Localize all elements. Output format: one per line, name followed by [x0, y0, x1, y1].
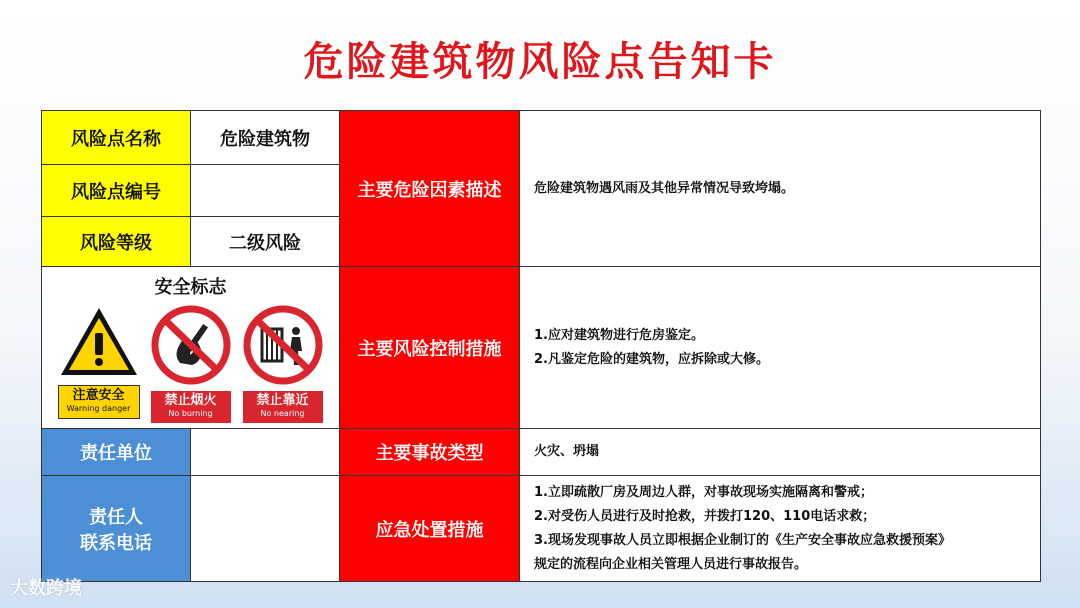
- emergency-item: 3.现场发现事故人员立即根据企业制订的《生产安全事故应急救援预案》: [534, 532, 951, 548]
- person-label: [42, 476, 191, 582]
- emergency-item: 规定的流程向企业相关管理人员进行事故报告。: [534, 556, 808, 572]
- control-item: 1.应对建筑物进行危房鉴定。: [534, 327, 704, 343]
- risk-card-table: [41, 110, 1041, 582]
- control-label: 主要风险控制措施: [340, 267, 520, 429]
- hazard-text-line: 危险建筑物遇风雨及其他异常情况导致垮塌。: [534, 180, 795, 196]
- sign-no-nearing-label: [243, 391, 323, 423]
- emergency-text: [520, 476, 1041, 582]
- emergency-label: 应急处置措施: [340, 476, 520, 582]
- accident-text-line: 火灾、坍塌: [534, 444, 600, 459]
- sign-no-burning-label: [151, 391, 231, 423]
- risk-level-label: 风险等级: [42, 217, 191, 267]
- no-nearing-icon: [242, 305, 324, 385]
- control-text: [520, 267, 1041, 429]
- safety-signs-cell: [42, 267, 340, 429]
- sign-no-nearing: [242, 305, 324, 423]
- sign-no-burning-en: No burning: [168, 409, 213, 418]
- person-label-line1: 责任人: [89, 506, 143, 528]
- sign-no-burning-cn: 禁止烟火: [164, 393, 217, 408]
- person-value: [191, 476, 340, 582]
- control-item: 2.凡鉴定危险的建筑物，应拆除或大修。: [534, 351, 769, 367]
- sign-warning: [58, 305, 140, 423]
- risk-name-value: 危险建筑物: [191, 111, 340, 165]
- accident-label: 主要事故类型: [340, 429, 520, 476]
- hazard-text: [520, 111, 1041, 267]
- risk-name-label: 风险点名称: [42, 111, 191, 165]
- accident-text: [520, 429, 1041, 476]
- sign-no-burning: [150, 305, 232, 423]
- emergency-item: 1.立即疏散厂房及周边人群，对事故现场实施隔离和警戒；: [534, 484, 873, 500]
- risk-level-value: 二级风险: [191, 217, 340, 267]
- emergency-item: 2.对受伤人员进行及时抢救，并拨打120、110电话求救；: [534, 508, 876, 524]
- risk-code-value: [191, 165, 340, 217]
- warning-triangle-icon: [58, 305, 140, 379]
- unit-label: 责任单位: [42, 429, 191, 476]
- signs-row: [42, 305, 339, 423]
- page-title: 危险建筑物风险点告知卡: [303, 39, 777, 85]
- no-burning-icon: [150, 305, 232, 385]
- sign-no-nearing-en: No nearing: [260, 409, 305, 418]
- watermark: 大数跨境: [10, 578, 82, 599]
- sign-warning-label: [58, 385, 140, 419]
- hazard-label: 主要危险因素描述: [340, 111, 520, 267]
- sign-warning-cn: 注意安全: [72, 388, 125, 403]
- sign-warning-en: Warning danger: [66, 404, 131, 413]
- risk-code-label: 风险点编号: [42, 165, 191, 217]
- signs-title: 安全标志: [154, 277, 227, 298]
- unit-value: [191, 429, 340, 476]
- person-label-line2: 联系电话: [80, 532, 152, 554]
- sign-no-nearing-cn: 禁止靠近: [256, 393, 309, 408]
